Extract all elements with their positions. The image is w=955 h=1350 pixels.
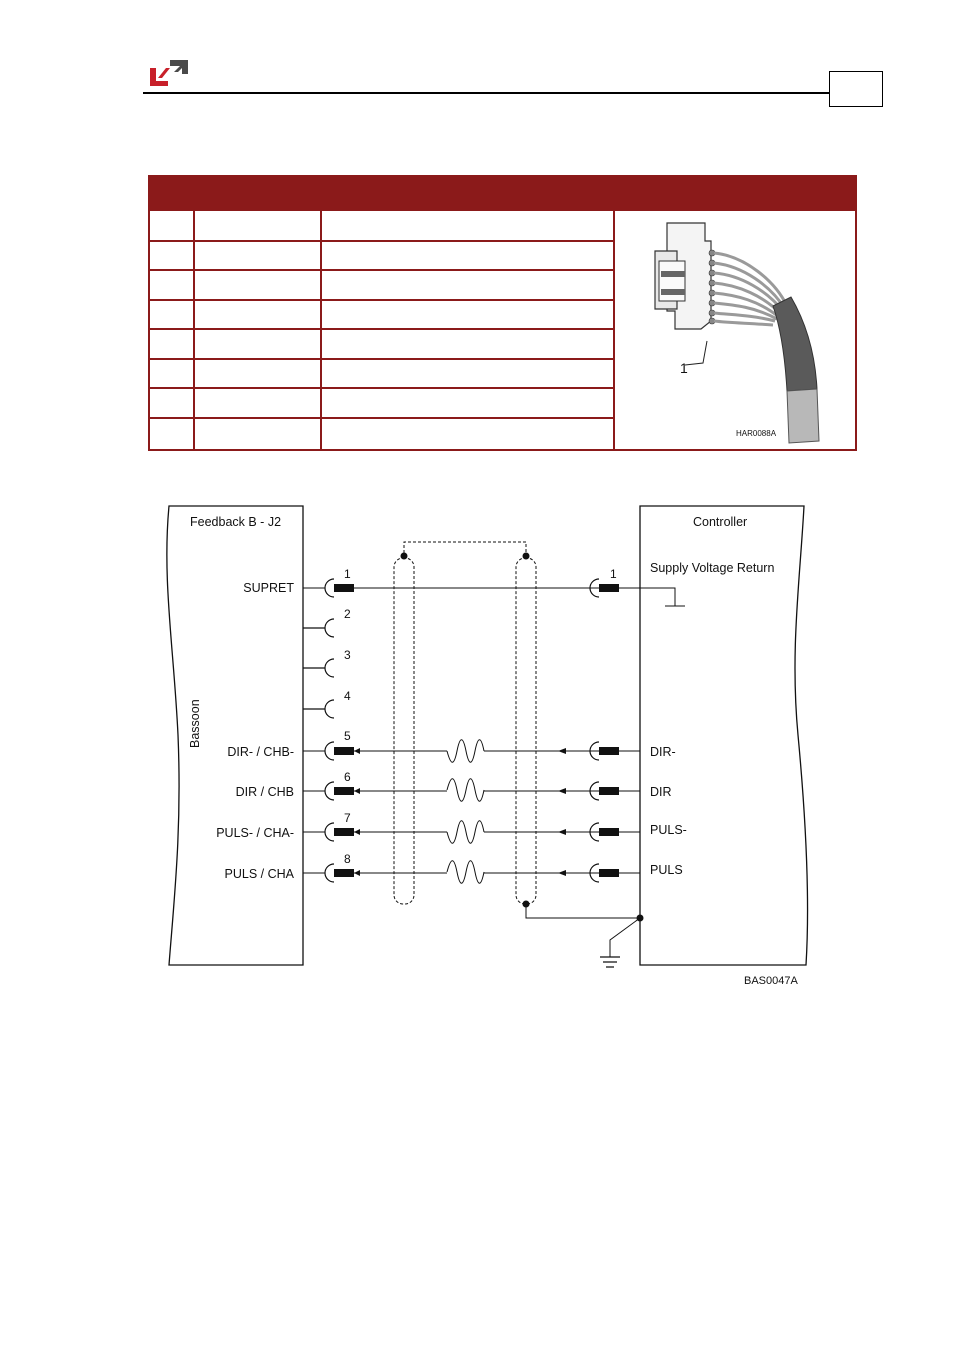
right-pin-label: PULS	[650, 863, 683, 877]
wiring-diagram	[160, 500, 820, 995]
page-number-box	[829, 71, 883, 107]
right-plug	[599, 747, 619, 755]
left-pin-number: 6	[344, 770, 351, 784]
table-row-divider	[150, 269, 615, 271]
left-block-title: Feedback B - J2	[190, 515, 282, 529]
right-plug	[599, 869, 619, 877]
connector-photo	[615, 211, 855, 449]
right-pin-label: DIR	[650, 785, 672, 799]
shield-left	[394, 558, 414, 904]
left-pin-number: 5	[344, 729, 351, 743]
left-socket	[325, 823, 334, 841]
right-plug	[599, 828, 619, 836]
left-plug	[334, 828, 354, 836]
photo-callout-number: 1	[680, 360, 688, 376]
left-pin-number: 2	[344, 607, 351, 621]
right-plug	[599, 787, 619, 795]
signal-arrow	[558, 748, 566, 754]
supply-voltage-label: Supply Voltage Return	[650, 561, 775, 575]
table-row-divider	[150, 417, 615, 419]
left-socket	[325, 864, 334, 882]
left-plug	[334, 747, 354, 755]
table-row-divider	[150, 328, 615, 330]
left-pin-number: 4	[344, 689, 351, 703]
pin-table	[148, 175, 857, 451]
left-pin-label: PULS- / CHA-	[216, 826, 294, 840]
left-plug	[334, 787, 354, 795]
signal-arrow	[558, 870, 566, 876]
right-pin-number: 1	[610, 567, 617, 581]
left-pin-number: 3	[344, 648, 351, 662]
table-row-divider	[150, 299, 615, 301]
company-logo-icon	[146, 58, 190, 88]
table-column-divider	[320, 211, 322, 449]
signal-arrow	[558, 829, 566, 835]
left-pin-label: SUPRET	[243, 581, 294, 595]
table-column-divider	[193, 211, 195, 449]
left-pin-label: DIR- / CHB-	[227, 745, 294, 759]
left-block-side-label: Bassoon	[188, 699, 202, 748]
shield-right	[516, 558, 536, 904]
diagram-code: BAS0047A	[744, 975, 798, 987]
table-row-divider	[150, 387, 615, 389]
left-pin-label: DIR / CHB	[235, 785, 294, 799]
table-row-divider	[150, 358, 615, 360]
left-socket	[325, 742, 334, 760]
header-rule	[143, 92, 829, 94]
table-row-divider	[150, 240, 615, 242]
left-pin-label: PULS / CHA	[224, 867, 294, 881]
left-pin-number: 7	[344, 811, 351, 825]
right-pin-label: DIR-	[650, 745, 676, 759]
photo-caption: HAR0088A	[736, 429, 777, 438]
right-pin-label: PULS-	[650, 823, 687, 837]
right-block-title: Controller	[693, 515, 748, 529]
table-header-bar	[148, 175, 857, 211]
signal-arrow	[558, 788, 566, 794]
left-socket	[325, 782, 334, 800]
left-plug	[334, 869, 354, 877]
left-pin-number: 1	[344, 567, 351, 581]
left-pin-number: 8	[344, 852, 351, 866]
